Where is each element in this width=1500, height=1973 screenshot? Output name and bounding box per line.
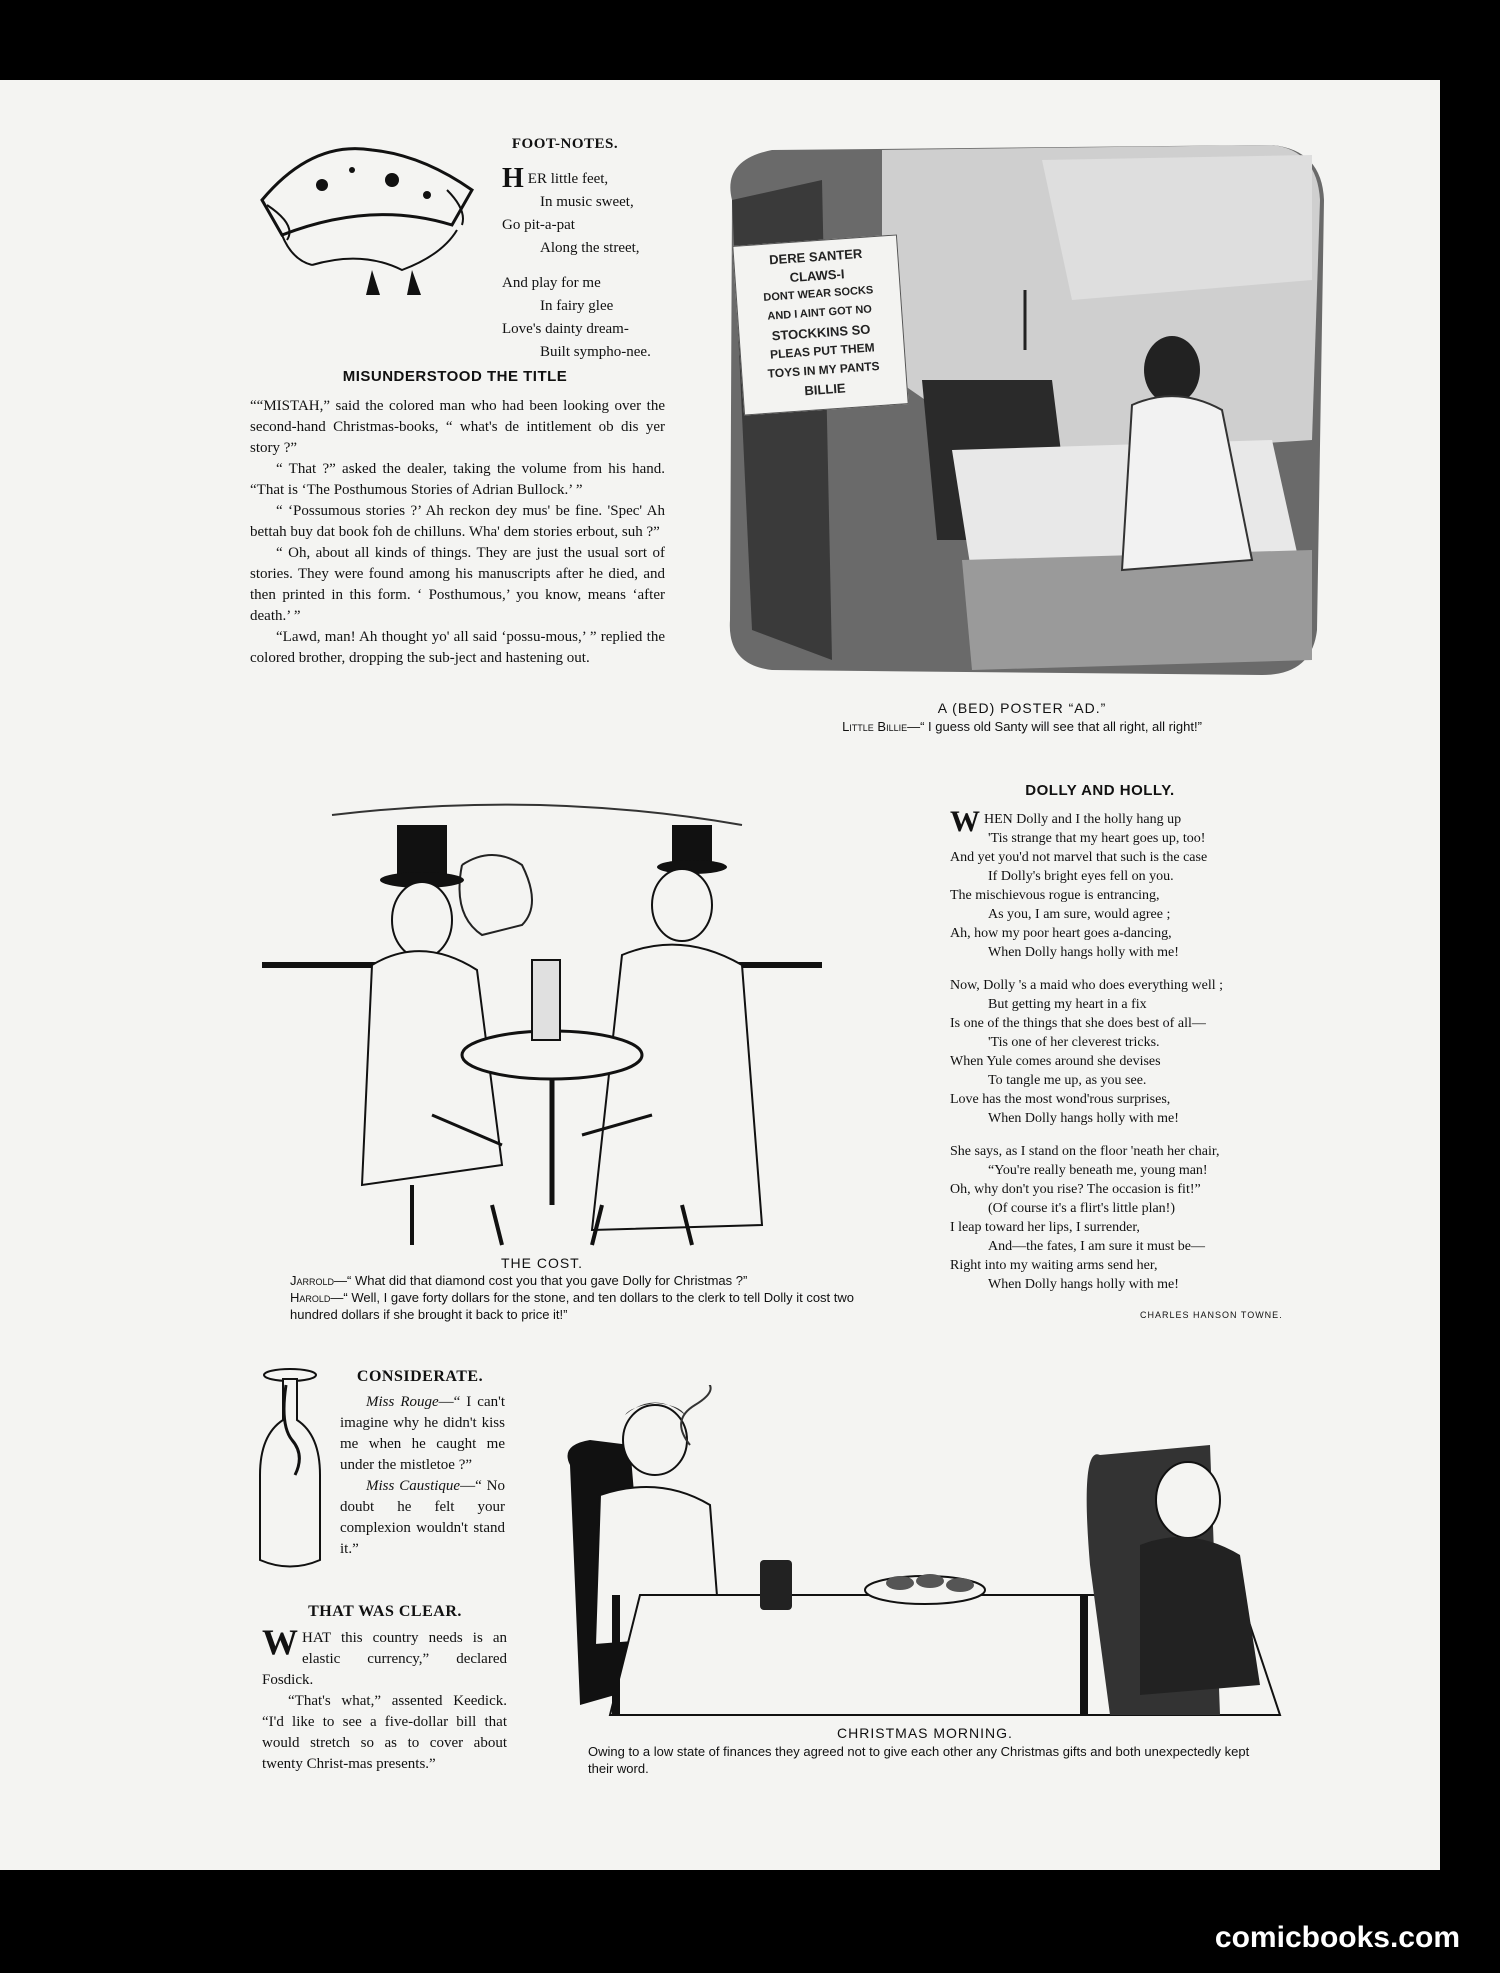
misunderstood-title: MISUNDERSTOOD THE TITLE [342,368,568,385]
cost-speaker-1: Jarrold [290,1273,335,1288]
cost-illustration [262,785,822,1250]
sign-line: TOYS IN MY PANTS [767,358,881,381]
dolly-author: CHARLES HANSON TOWNE. [1140,1310,1283,1320]
considerate-line-1 [340,1392,505,1476]
dolly-line: I leap toward her lips, I surrender, [950,1220,1140,1235]
footnotes-line: Love's dainty dream- [502,321,629,337]
story-paragraph: “ ‘Possumous stories ?’ Ah reckon dey mus' be fine. 'Spec' Ah bettah buy dat book foh de chilluns. Wha' dem stories erbout, suh ?” [250,503,665,540]
dolly-poem [950,805,1280,1294]
footnotes-line: And play for me [502,275,601,291]
considerate-text-2: —“ No doubt he felt your complexion wouldn't stand it.” [340,1478,505,1557]
cost-speaker-2: Harold [290,1290,331,1305]
morning-caption: Owing to a low state of finances they agreed not to give each other any Christmas gifts and both unexpectedly kept their word. [588,1744,1250,1776]
site-watermark: comicbooks.com [1214,1921,1460,1954]
dolly-stanza [950,805,1280,962]
dolly-line: (Of course it's a flirt's little plan!) [988,1201,1175,1216]
sign-line: DERE SANTER [768,245,863,268]
dolly-line: Ah, how my poor heart goes a-dancing, [950,926,1172,941]
footnotes-line: ER little feet, [527,171,609,187]
clear-paragraph [262,1622,507,1691]
dolly-line: When Dolly hangs holly with me! [988,1111,1179,1126]
dolly-line: When Dolly hangs holly with me! [988,945,1179,960]
misunderstood-story [250,396,665,669]
footnotes-line: Go pit-a-pat [502,217,575,233]
cost-text-1: —“ What did that diamond cost you that you gave Dolly for Christmas ?” [334,1273,748,1288]
dolly-line: When Yule comes around she devises [950,1054,1161,1069]
dolly-drop-cap: W [950,805,980,838]
dolly-line: And—the fates, I am sure it must be— [988,1239,1205,1254]
footnotes-illustration [252,130,482,300]
footnotes-line: In music sweet, [540,194,634,210]
footnotes-drop-cap: H [502,163,524,194]
dolly-line: The mischievous rogue is entrancing, [950,888,1160,903]
dolly-line: 'Tis one of her cleverest tricks. [988,1035,1160,1050]
clear-title: THAT WAS CLEAR. [308,1603,462,1620]
cost-text-2: —“ Well, I gave forty dollars for the stone, and ten dollars to the clerk to tell Dolly it cost two hundred dollars if she brought it back to price it!” [290,1290,855,1322]
poster-caption-speaker: Little Billie [842,719,908,734]
cost-line-1 [290,1272,880,1289]
sign-line: CLAWS-I [789,266,845,286]
dolly-line: 'Tis strange that my heart goes up, too! [988,831,1206,846]
bottle-illustration [250,1365,330,1575]
clear-paragraph: “That's what,” assented Keedick. “I'd like to see a five-dollar bill that would stretch so as to cover about twenty Christ-mas presents.” [262,1693,507,1772]
footnotes-line: In fairy glee [540,298,614,314]
story-paragraph: “ Oh, about all kinds of things. They are just the usual sort of stories. They were found among his manuscripts after he died, and then printed in this form. ‘ Posthumous,’ you know, means ‘after death.’ ” [250,545,665,624]
footnotes-line: Along the street, [540,240,640,256]
dolly-line: Is one of the things that she does best of all— [950,1016,1206,1031]
sign-line: PLEAS PUT THEM [769,340,876,362]
footnotes-title: FOOT-NOTES. [511,136,619,152]
christmas-morning-illustration [520,1385,1310,1725]
dolly-line: Now, Dolly 's a maid who does everything well ; [950,978,1224,993]
clear-p1-text: HAT this country needs is an elastic currency,” declared Fosdick. [262,1630,507,1688]
dolly-line: But getting my heart in a fix [988,997,1147,1012]
story-paragraph: “ That ?” asked the dealer, taking the volume from his hand. “That is ‘The Posthumous Stories of Adrian Bullock.’ ” [250,461,665,498]
dolly-stanza [950,1142,1280,1294]
poster-caption [712,718,1332,735]
footnotes-line: Built sympho-nee. [540,344,651,360]
dolly-line: To tangle me up, as you see. [988,1073,1147,1088]
dolly-line: Love has the most wond'rous surprises, [950,1092,1171,1107]
considerate-text [340,1392,505,1560]
dolly-stanza [950,976,1280,1128]
sign-line: AND I AINT GOT NO [767,303,873,323]
dolly-line: She says, as I stand on the floor 'neath her chair, [950,1144,1220,1159]
cost-caption [290,1272,880,1323]
dolly-line: Oh, why don't you rise? The occasion is fit!” [950,1182,1201,1197]
santa-sign [732,234,908,415]
dolly-line: And yet you'd not marvel that such is the case [950,850,1208,865]
considerate-text-1: —“ I can't imagine why he didn't kiss me when he caught me under the mistletoe ?” [340,1394,505,1473]
clear-drop-cap: W [262,1622,298,1662]
cost-caption-title: THE COST. [500,1255,584,1271]
story-paragraph: ““MISTAH,” said the colored man who had been looking over the second-hand Christmas-books, “ what's de intitlement ob dis yer story ?” [250,398,665,456]
dolly-line [950,805,1280,838]
clear-text [262,1622,507,1775]
poster-caption-title: A (BED) POSTER “AD.” [937,700,1107,716]
cost-line-2 [290,1289,880,1323]
footnotes-poem [502,163,682,364]
dolly-line: As you, I am sure, would agree ; [988,907,1171,922]
dolly-line: “You're really beneath me, young man! [988,1163,1208,1178]
considerate-title: CONSIDERATE. [356,1368,484,1385]
considerate-speaker-1: Miss Rouge [366,1394,439,1410]
sign-line: BILLIE [803,380,847,399]
considerate-speaker-2: Miss Caustique [366,1478,461,1494]
story-paragraph: “Lawd, man! Ah thought yo' all said ‘possu-mous,’ ” replied the colored brother, dropping the sub-ject and hastening out. [250,629,665,666]
poster-caption-text: —“ I guess old Santy will see that all right, all right!” [907,719,1202,734]
dolly-title: DOLLY AND HOLLY. [1025,782,1175,799]
sign-line: DONT WEAR SOCKS [763,284,874,304]
morning-caption-title: CHRISTMAS MORNING. [837,1725,1013,1741]
dolly-line: If Dolly's bright eyes fell on you. [988,869,1174,884]
dolly-line: When Dolly hangs holly with me! [988,1277,1179,1292]
considerate-line-2 [340,1476,505,1560]
dolly-line: Right into my waiting arms send her, [950,1258,1158,1273]
dolly-line-text: HEN Dolly and I the holly hang up [984,812,1182,827]
sign-line: STOCKKINS SO [771,321,871,344]
